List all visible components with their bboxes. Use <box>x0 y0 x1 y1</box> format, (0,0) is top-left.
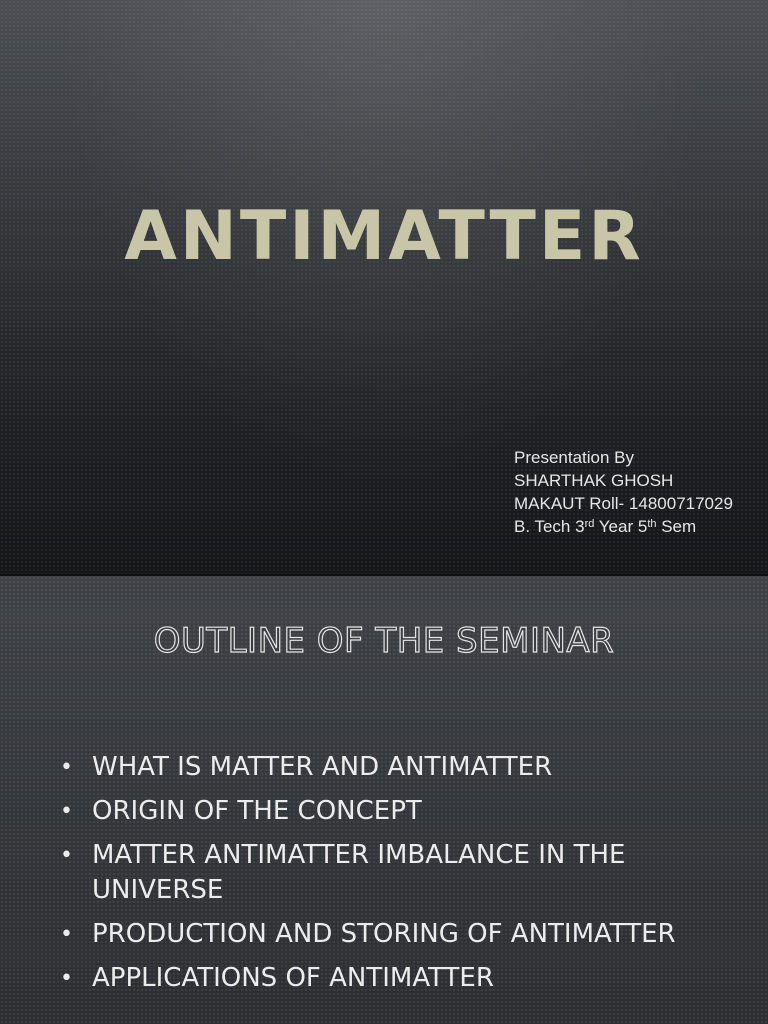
byline-roll-number: MAKAUT Roll- 14800717029 <box>514 494 733 513</box>
byline-course <box>514 515 766 538</box>
list-item <box>60 838 740 908</box>
list-item-text: MATTER ANTIMATTER IMBALANCE IN THE UNIVERSE <box>92 840 626 905</box>
outline-list <box>60 750 740 1005</box>
bullet-icon: • <box>60 755 73 780</box>
list-item-text: APPLICATIONS OF ANTIMATTER <box>92 963 494 993</box>
outline-title: OUTLINE OF THE SEMINAR <box>153 621 615 661</box>
list-item <box>60 750 740 785</box>
byline-course-sup: rd <box>584 518 595 530</box>
presentation-title: ANTIMATTER <box>124 197 644 276</box>
byline-presentation-by: Presentation By <box>514 448 635 467</box>
list-item-text: WHAT IS MATTER AND ANTIMATTER <box>92 752 553 782</box>
bullet-icon: • <box>60 843 73 868</box>
list-item <box>60 917 740 952</box>
presenter-info <box>514 446 766 538</box>
list-item-text: PRODUCTION AND STORING OF ANTIMATTER <box>92 919 676 949</box>
bullet-icon: • <box>60 799 73 824</box>
bullet-icon: • <box>60 922 73 947</box>
byline-course-sup: th <box>647 518 657 530</box>
list-item <box>60 794 740 829</box>
byline-course-part: B. Tech 3 <box>514 517 585 536</box>
byline-presenter-name: SHARTHAK GHOSH <box>514 471 674 490</box>
outline-slide <box>0 576 768 1024</box>
byline-course-part: Year 5 <box>594 517 648 536</box>
list-item-text: ORIGIN OF THE CONCEPT <box>92 796 422 826</box>
byline-course-part: Sem <box>656 517 697 536</box>
list-item <box>60 961 740 996</box>
bullet-icon: • <box>60 966 73 991</box>
